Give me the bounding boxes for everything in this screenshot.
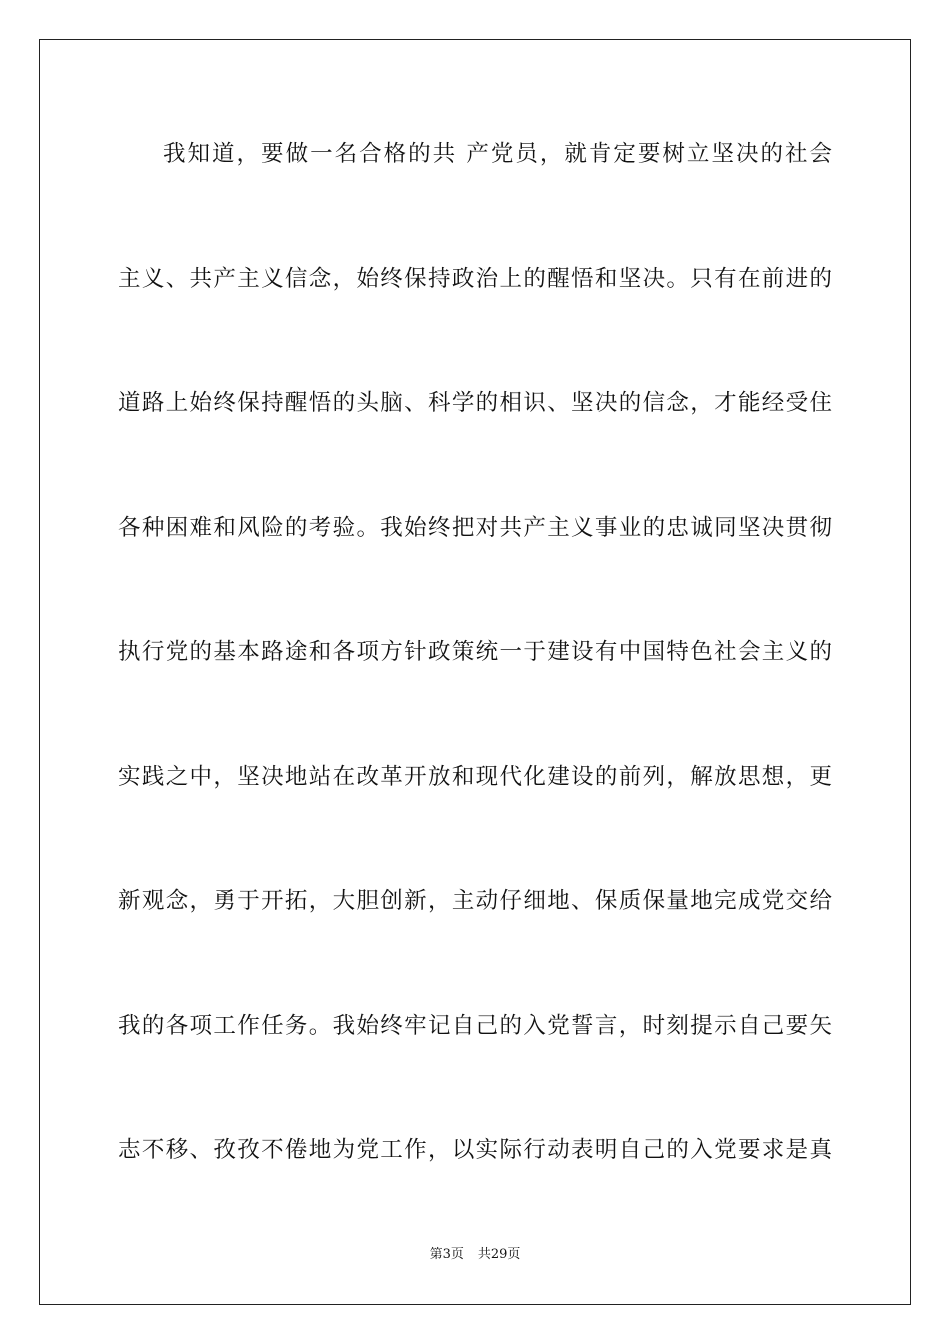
text-line: 实践之中，坚决地站在改革开放和现代化建设的前列，解放思想，更 [118,763,832,790]
text-line: 我的各项工作任务。我始终牢记自己的入党誓言，时刻提示自己要矢 [118,1012,832,1039]
page-footer [0,1247,950,1263]
body-text [118,130,832,1251]
text-line: 新观念，勇于开拓，大胆创新，主动仔细地、保质保量地完成党交给 [118,888,832,914]
text-line: 主义、共产主义信念，始终保持政治上的醒悟和坚决。只有在前进的 [118,265,832,292]
page-number: 第3页 [429,1247,464,1262]
text-line: 道路上始终保持醒悟的头脑、科学的相识、坚决的信念，才能经受住 [118,390,832,416]
text-line: 我知道，要做一名合格的共 产党员，就肯定要树立坚决的社会 [163,141,832,167]
page-total: 共29页 [477,1247,521,1262]
text-line: 各种困难和风险的考验。我始终把对共产主义事业的忠诚同坚决贯彻 [118,514,832,541]
text-line: 执行党的基本路途和各项方针政策统一于建设有中国特色社会主义的 [118,639,832,665]
text-line: 志不移、孜孜不倦地为党工作，以实际行动表明自己的入党要求是真 [118,1137,832,1163]
